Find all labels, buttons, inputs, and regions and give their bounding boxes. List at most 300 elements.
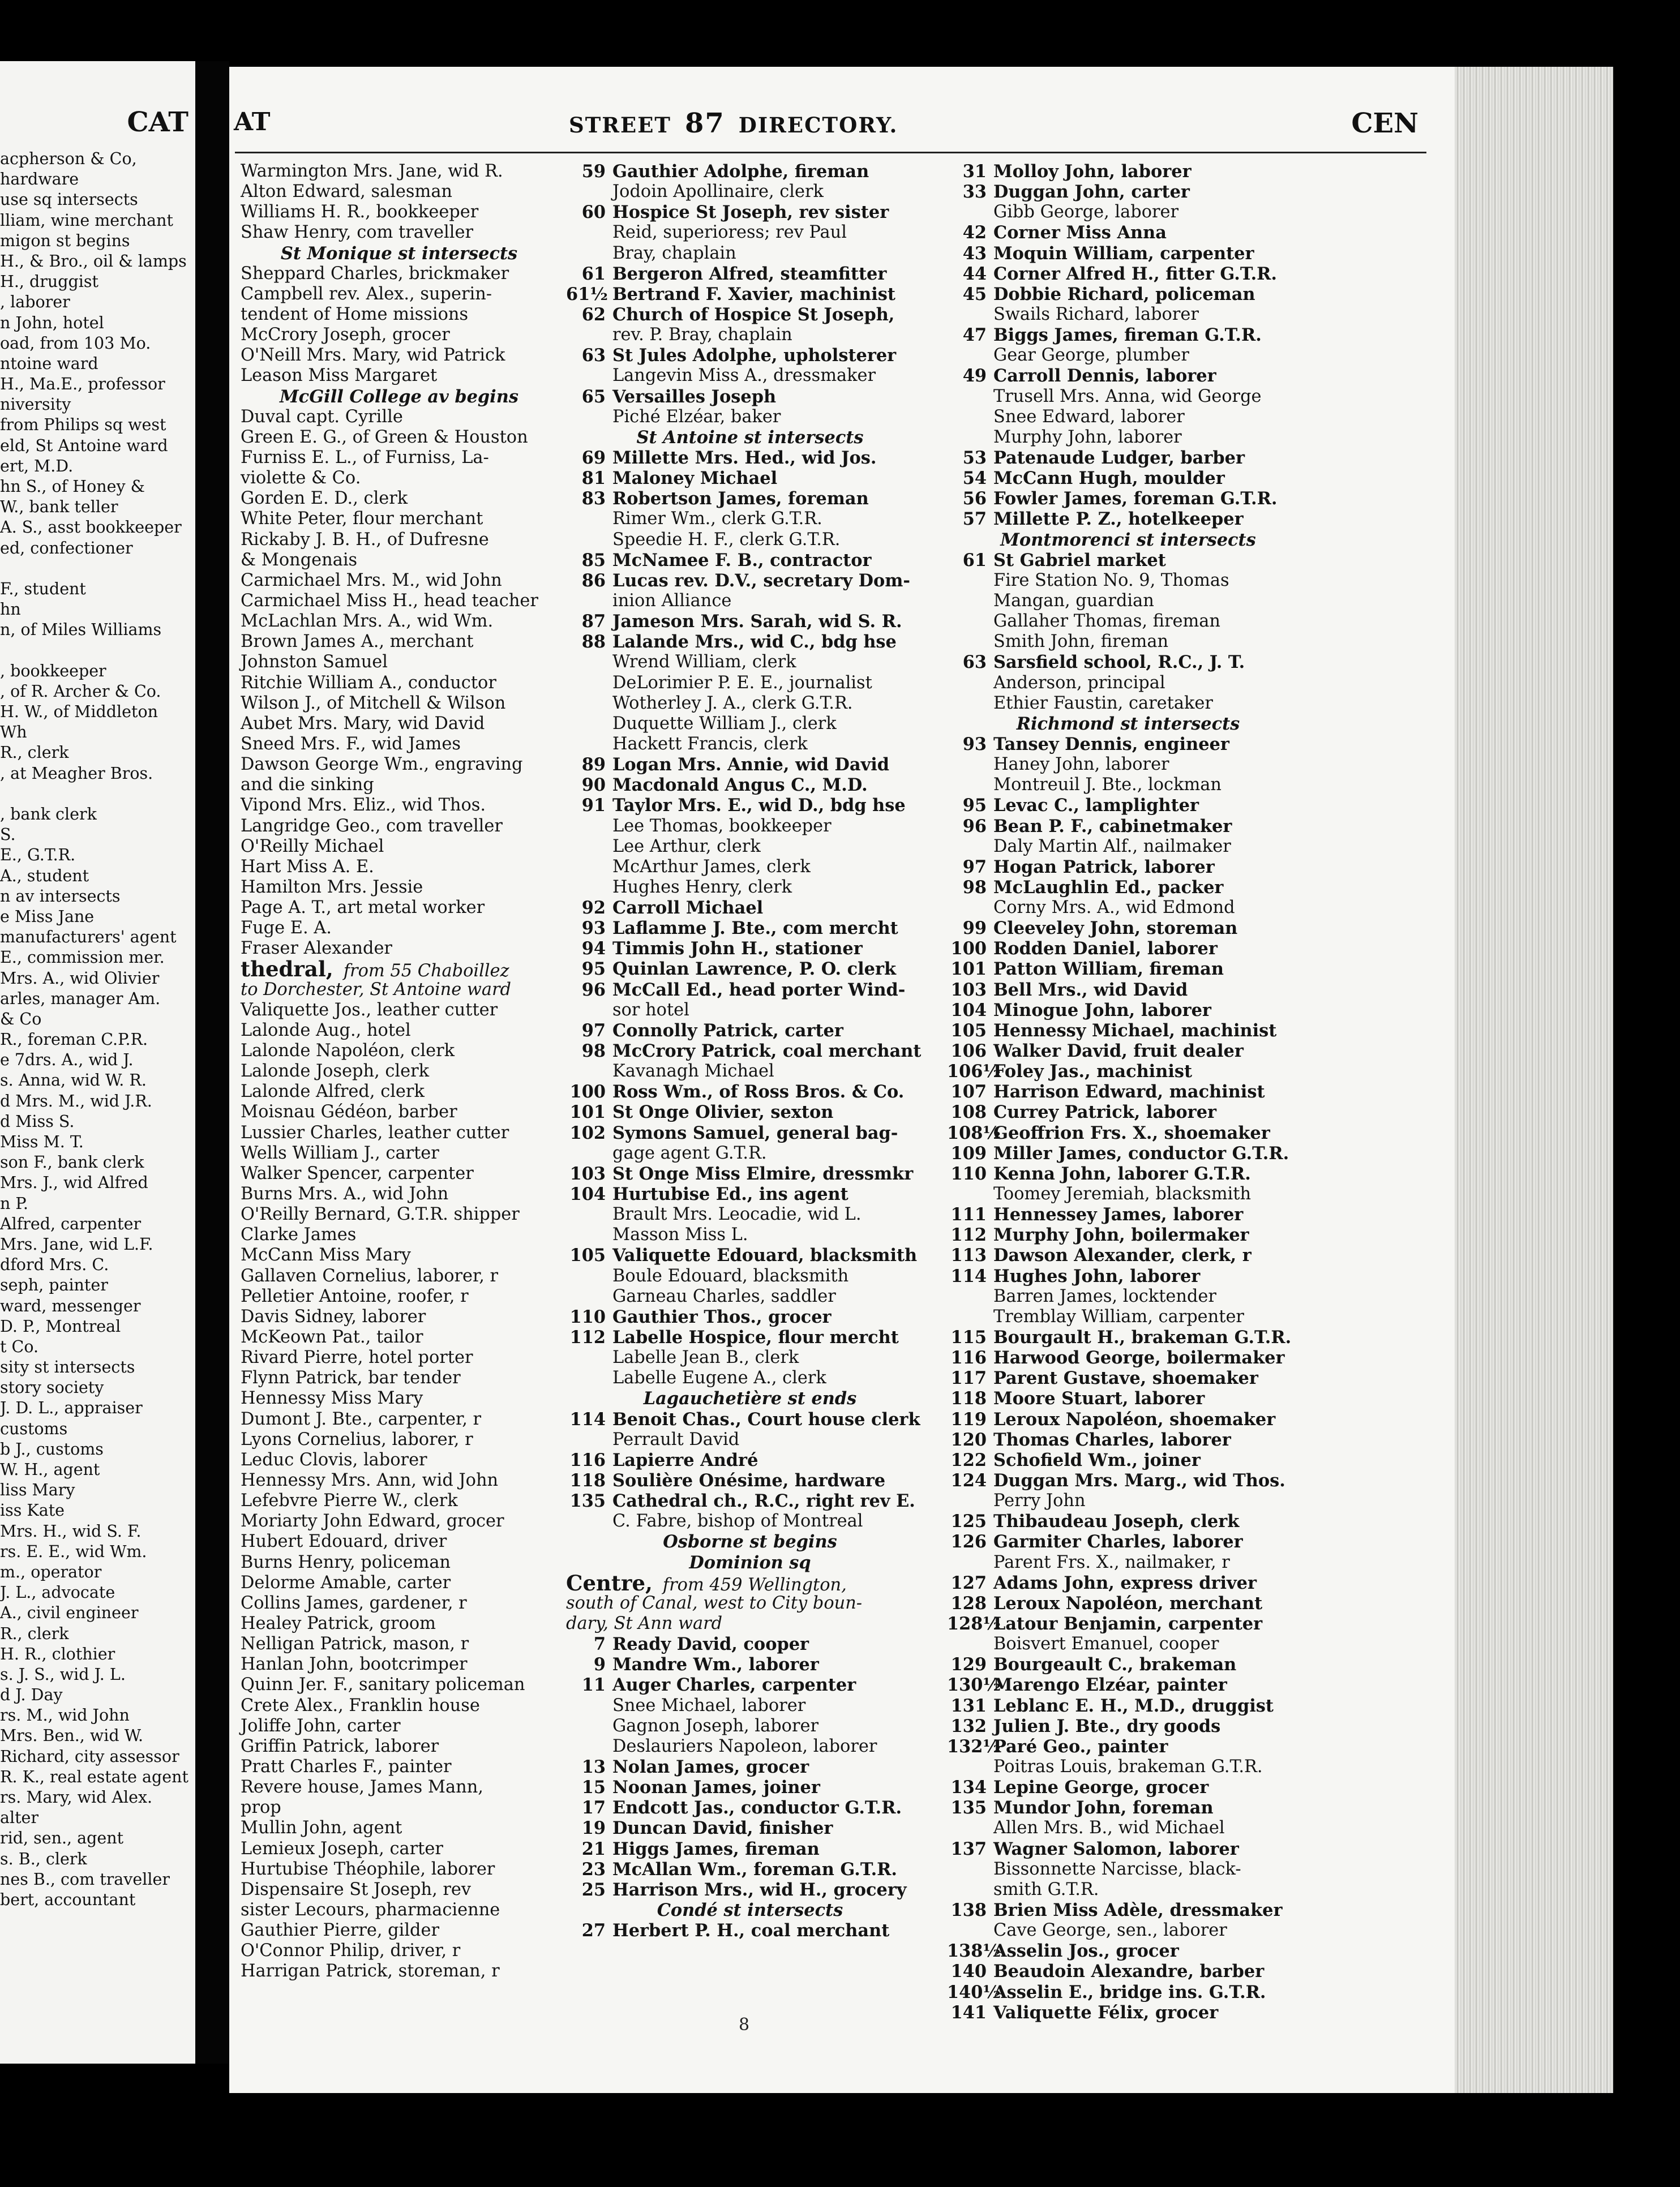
previous-page-line: ert, M.D. [0, 456, 74, 475]
entry-text: Ritchie William A., conductor [241, 672, 496, 693]
directory-entry [947, 1143, 1309, 1164]
directory-entry [566, 1348, 934, 1368]
street-name: Centre, [566, 1570, 653, 1596]
page-number: 87 [684, 108, 725, 139]
directory-entry [566, 1061, 934, 1082]
directory-entry [947, 1961, 1309, 1982]
directory-entry [566, 857, 934, 877]
house-number: 61 [581, 263, 606, 284]
directory-entry [947, 1859, 1309, 1880]
entry-text: Timmis John H., stationer [612, 938, 863, 959]
house-number: 132½ [947, 1736, 1001, 1757]
house-number: 116 [950, 1348, 987, 1369]
directory-entry [241, 1327, 558, 1348]
previous-page-line: from Philips sq west [0, 415, 166, 435]
directory-entry [947, 1798, 1309, 1818]
previous-page-line: d Mrs. M., wid J.R. [0, 1091, 152, 1110]
directory-entry [566, 754, 934, 775]
street-heading [241, 387, 558, 407]
directory-entry [566, 182, 934, 202]
house-number: 45 [962, 284, 987, 305]
directory-entry [947, 1430, 1309, 1450]
house-number: 130½ [947, 1675, 1001, 1696]
house-number: 114 [950, 1266, 987, 1287]
directory-entry [947, 1716, 1309, 1736]
previous-page-line: son F., bank clerk [0, 1153, 144, 1172]
entry-text: Sheppard Charles, brickmaker [241, 263, 509, 284]
house-number: 62 [581, 304, 606, 325]
house-number: 63 [962, 652, 987, 673]
entry-text: Foley Jas., machinist [993, 1061, 1193, 1082]
entry-text: Hackett Francis, clerk [612, 734, 808, 754]
directory-entry [947, 1736, 1309, 1757]
house-number: 141 [950, 2002, 987, 2023]
previous-page-line: lliam, wine merchant [0, 211, 173, 230]
directory-entry [241, 284, 558, 305]
house-number: 19 [581, 1818, 606, 1839]
street-description: to Dorchester, St Antoine ward [241, 979, 512, 1000]
entry-text: & Mongenais [241, 550, 358, 570]
entry-text: Mandre Wm., laborer [612, 1654, 819, 1675]
house-number: 114 [569, 1409, 606, 1430]
house-number: 118 [569, 1470, 606, 1491]
house-number: 100 [950, 938, 987, 959]
entry-text: Duquette William J., clerk [612, 713, 837, 734]
directory-entry [566, 1307, 934, 1327]
entry-text: Rivard Pierre, hotel porter [241, 1348, 473, 1368]
house-number: 137 [950, 1838, 987, 1859]
directory-entry [947, 305, 1309, 325]
entry-text: Lussier Charles, leather cutter [241, 1122, 509, 1143]
directory-entry [566, 1654, 934, 1675]
house-number: 63 [581, 345, 606, 366]
directory-entry [566, 959, 934, 979]
previous-page-line: ntoine ward [0, 354, 98, 373]
entry-text: Auger Charles, carpenter [612, 1675, 856, 1696]
entry-text: Robertson James, foreman [612, 488, 869, 509]
street-description: south of Canal, west to City boun- [566, 1593, 863, 1613]
directory-entry [947, 1654, 1309, 1675]
entry-text: Page A. T., art metal worker [241, 898, 485, 918]
directory-entry [947, 1900, 1309, 1920]
directory-entry [566, 1143, 934, 1164]
directory-entry [241, 877, 558, 898]
entry-text: Boule Edouard, blacksmith [612, 1266, 849, 1286]
entry-text: Corner Miss Anna [993, 222, 1167, 243]
house-number: 91 [581, 795, 606, 816]
directory-entry [241, 1573, 558, 1593]
directory-entry [566, 1430, 934, 1450]
directory-entry [241, 1287, 558, 1307]
directory-entry [947, 1164, 1309, 1184]
house-number: 116 [569, 1450, 606, 1470]
house-number: 93 [581, 918, 606, 939]
house-number: 54 [962, 468, 987, 489]
previous-page-line: t Co. [0, 1337, 39, 1356]
directory-entry [241, 1900, 558, 1920]
entry-text: Rickaby J. B. H., of Dufresne [241, 529, 489, 550]
directory-entry [241, 1757, 558, 1777]
entry-text: Williams H. R., bookkeeper [241, 202, 479, 222]
entry-text: Daly Martin Alf., nailmaker [993, 836, 1231, 856]
house-number: 96 [962, 816, 987, 837]
street-heading-text: McGill College av begins [280, 386, 518, 407]
entry-text: Smith John, fireman [993, 632, 1169, 652]
previous-page-line: rid, sen., agent [0, 1829, 124, 1848]
house-number: 105 [569, 1245, 606, 1266]
house-number: 31 [962, 161, 987, 182]
entry-text: McNamee F. B., contractor [612, 550, 872, 571]
previous-page-line: acpherson & Co, [0, 149, 137, 168]
house-number: 108½ [947, 1122, 1001, 1143]
directory-entry [566, 938, 934, 959]
house-number: 124 [950, 1470, 987, 1491]
entry-text: Valiquette Jos., leather cutter [241, 1000, 498, 1020]
directory-entry [566, 673, 934, 693]
entry-text: Moquin William, carpenter [993, 243, 1254, 264]
directory-entry [947, 1327, 1309, 1348]
house-number: 88 [581, 632, 606, 653]
entry-text: Lalonde Aug., hotel [241, 1020, 411, 1040]
house-number: 126 [950, 1532, 987, 1553]
directory-entry [566, 898, 934, 918]
entry-text: Pelletier Antoine, roofer, r [241, 1286, 469, 1306]
entry-text: and die sinking [241, 775, 374, 795]
previous-page-line: migon st begins [0, 231, 130, 250]
directory-entry [566, 305, 934, 325]
entry-text: Hubert Edouard, driver [241, 1532, 447, 1552]
previous-page-line: m., operator [0, 1562, 102, 1581]
entry-text: Lalonde Alfred, clerk [241, 1082, 425, 1102]
entry-text: Leduc Clovis, laborer [241, 1450, 427, 1470]
entry-text: Noonan James, joiner [612, 1777, 820, 1798]
entry-text: Kavanagh Michael [612, 1061, 774, 1082]
directory-entry [241, 1961, 558, 1982]
entry-text: Dawson George Wm., engraving [241, 754, 523, 775]
entry-text: Brown James A., merchant [241, 632, 474, 652]
entry-text: sister Lecours, pharmacienne [241, 1899, 500, 1920]
previous-page-line: D. P., Montreal [0, 1317, 121, 1336]
entry-text: Healey Patrick, groom [241, 1613, 436, 1633]
house-number: 134 [950, 1777, 987, 1798]
entry-text: Connolly Patrick, carter [612, 1020, 843, 1041]
entry-text: Gear George, plumber [993, 345, 1189, 366]
previous-page-line: R., foreman C.P.R. [0, 1030, 148, 1049]
previous-page-line: R., clerk [0, 1624, 69, 1643]
directory-entry [947, 1368, 1309, 1388]
directory-entry [566, 1675, 934, 1695]
directory-entry [241, 161, 558, 182]
directory-entry [566, 1184, 934, 1204]
entry-text: inion Alliance [612, 590, 732, 611]
house-number: 129 [950, 1654, 987, 1675]
street-heading-text: St Monique st intersects [280, 243, 518, 264]
entry-text: Murphy John, boilermaker [993, 1225, 1249, 1246]
entry-text: McArthur James, clerk [612, 856, 811, 877]
previous-page-line: n John, hotel [0, 313, 104, 332]
directory-entry [566, 611, 934, 632]
entry-text: McCrory Patrick, coal merchant [612, 1041, 922, 1062]
directory-entry [566, 1798, 934, 1818]
entry-text: O'Reilly Michael [241, 836, 384, 856]
directory-entry [241, 222, 558, 243]
directory-entry [566, 1266, 934, 1287]
directory-entry [241, 325, 558, 345]
directory-entry [947, 754, 1309, 775]
entry-text: McAllan Wm., foreman G.T.R. [612, 1859, 897, 1880]
directory-entry [241, 1041, 558, 1061]
previous-page-line: rs. E. E., wid Wm. [0, 1542, 147, 1561]
directory-entry [241, 1000, 558, 1020]
street-heading-text: Lagauchetière st ends [643, 1388, 857, 1409]
directory-entry [241, 1266, 558, 1287]
directory-entry [947, 1348, 1309, 1368]
directory-entry [241, 611, 558, 632]
entry-text: Tremblay William, carpenter [993, 1306, 1244, 1327]
entry-text: prop [241, 1798, 281, 1818]
entry-text: Gallaher Thomas, fireman [993, 611, 1220, 632]
entry-text: Gibb George, laborer [993, 202, 1179, 222]
directory-entry [947, 1470, 1309, 1491]
entry-text: Wrend William, clerk [612, 652, 796, 672]
directory-entry [241, 1430, 558, 1450]
previous-page-line: Wh [0, 723, 27, 742]
previous-page-line: , bank clerk [0, 805, 97, 824]
directory-entry [241, 1348, 558, 1368]
house-number: 98 [581, 1041, 606, 1062]
directory-entry [947, 980, 1309, 1000]
house-number: 95 [581, 959, 606, 980]
house-number: 128 [950, 1593, 987, 1614]
entry-text: Perrault David [612, 1429, 740, 1450]
entry-text: Duval capt. Cyrille [241, 406, 403, 427]
previous-page-line: use sq intersects [0, 190, 138, 209]
directory-entry [947, 161, 1309, 182]
directory-entry [241, 795, 558, 816]
entry-text: Hughes John, laborer [993, 1266, 1201, 1287]
entry-text: Quinlan Lawrence, P. O. clerk [612, 959, 897, 980]
directory-entry [947, 2002, 1309, 2023]
directory-entry [241, 693, 558, 714]
house-number: 135 [950, 1798, 987, 1819]
previous-page-line: F., student [0, 579, 86, 598]
directory-entry [947, 509, 1309, 529]
previous-page-line: J. L., advocate [0, 1583, 115, 1602]
entry-text: Walker Spencer, carpenter [241, 1163, 474, 1183]
previous-page-line: E., G.T.R. [0, 846, 76, 865]
directory-entry [947, 1573, 1309, 1593]
directory-entry [947, 1000, 1309, 1020]
directory-entry [566, 1634, 934, 1654]
house-number: 95 [962, 795, 987, 816]
entry-text: C. Fabre, bishop of Montreal [612, 1511, 863, 1532]
entry-text: Corner Alfred H., fitter G.T.R. [993, 263, 1277, 284]
directory-entry [241, 509, 558, 529]
directory-entry [566, 1450, 934, 1470]
directory-entry [566, 1245, 934, 1266]
house-number: 89 [581, 754, 606, 775]
directory-entry [947, 243, 1309, 264]
previous-page-line: , of R. Archer & Co. [0, 681, 161, 701]
entry-text: Hennessy Miss Mary [241, 1388, 423, 1409]
entry-text: Burns Mrs. A., wid John [241, 1184, 449, 1204]
entry-text: Jameson Mrs. Sarah, wid S. R. [612, 611, 902, 632]
house-number: 128½ [947, 1613, 1001, 1634]
street-heading-text: Condé st intersects [657, 1899, 843, 1920]
entry-text: Ready David, cooper [612, 1634, 809, 1655]
directory-entry [566, 837, 934, 857]
street-heading [566, 1900, 934, 1920]
house-number: 59 [581, 161, 606, 182]
entry-text: Lalonde Napoléon, clerk [241, 1041, 455, 1061]
directory-entry [566, 1696, 934, 1716]
directory-entry [566, 550, 934, 571]
entry-text: violette & Co. [241, 468, 361, 488]
directory-entry [241, 1716, 558, 1736]
directory-entry [566, 448, 934, 468]
previous-page-line: sity st intersects [0, 1358, 135, 1377]
directory-entry [566, 387, 934, 407]
entry-text: Lepine George, grocer [993, 1777, 1209, 1798]
entry-text: Duncan David, finisher [612, 1818, 833, 1839]
entry-text: Ethier Faustin, caretaker [993, 693, 1213, 713]
house-number: 47 [962, 325, 987, 346]
previous-page-line: Mrs. J., wid Alfred [0, 1173, 148, 1193]
entry-text: Asselin Jos., grocer [993, 1941, 1179, 1962]
previous-page-line: H. R., clothier [0, 1644, 115, 1663]
house-number: 127 [950, 1572, 987, 1593]
directory-entry [947, 202, 1309, 222]
house-number: 108 [950, 1102, 987, 1123]
entry-text: Harrigan Patrick, storeman, r [241, 1961, 500, 1982]
entry-text: sor hotel [612, 1000, 689, 1020]
entry-text: Swails Richard, laborer [993, 304, 1199, 324]
entry-text: Thibaudeau Joseph, clerk [993, 1511, 1240, 1532]
directory-entry [566, 918, 934, 938]
previous-page-line: n P. [0, 1194, 28, 1213]
entry-text: Marengo Elzéar, painter [993, 1675, 1227, 1696]
entry-text: Gagnon Joseph, laborer [612, 1716, 818, 1736]
entry-text: Taylor Mrs. E., wid D., bdg hse [612, 795, 906, 816]
directory-entry [241, 816, 558, 837]
street-section-heading [566, 1593, 934, 1614]
house-number: 49 [962, 366, 987, 387]
directory-entry [241, 652, 558, 672]
directory-entry [947, 591, 1309, 611]
house-number: 101 [569, 1102, 606, 1123]
entry-text: Joliffe John, carter [241, 1716, 401, 1736]
entry-text: Green E. G., of Green & Houston [241, 427, 528, 447]
directory-entry [241, 837, 558, 857]
previous-page-line: iss Kate [0, 1501, 65, 1520]
directory-entry [241, 1225, 558, 1245]
directory-entry [566, 591, 934, 611]
previous-page-line: b J., customs [0, 1439, 104, 1459]
directory-entry [241, 857, 558, 877]
directory-entry [566, 1164, 934, 1184]
entry-text: Versailles Joseph [612, 386, 777, 407]
entry-text: Moore Stuart, laborer [993, 1388, 1205, 1409]
entry-text: Langevin Miss A., dressmaker [612, 366, 876, 386]
house-number: 97 [581, 1020, 606, 1041]
house-number: 120 [950, 1429, 987, 1450]
entry-text: Miller James, conductor G.T.R. [993, 1143, 1289, 1164]
directory-entry [947, 775, 1309, 795]
directory-entry [947, 550, 1309, 571]
entry-text: Carroll Dennis, laborer [993, 366, 1216, 387]
house-number: 17 [581, 1798, 606, 1819]
entry-text: Furniss E. L., of Furniss, La- [241, 447, 489, 468]
house-number: 131 [950, 1695, 987, 1716]
entry-text: Dobbie Richard, policeman [993, 284, 1255, 305]
house-number: 61½ [566, 284, 608, 305]
entry-text: McKeown Pat., tailor [241, 1327, 423, 1348]
directory-entry [241, 407, 558, 427]
house-number: 15 [581, 1777, 606, 1798]
street-description: dary, St Ann ward [566, 1613, 723, 1633]
directory-entry [566, 1839, 934, 1859]
directory-entry [241, 1511, 558, 1532]
directory-entry [947, 387, 1309, 407]
directory-entry [241, 1859, 558, 1880]
directory-entry [947, 938, 1309, 959]
entry-text: Snee Michael, laborer [612, 1695, 806, 1716]
previous-page-line: Mrs. A., wid Olivier [0, 968, 160, 988]
directory-entry [947, 1388, 1309, 1409]
entry-text: gage agent G.T.R. [612, 1143, 767, 1163]
directory-entry [947, 652, 1309, 672]
directory-entry [947, 959, 1309, 979]
directory-entry [947, 1593, 1309, 1614]
directory-entry [566, 284, 934, 305]
entry-text: Bray, chaplain [612, 243, 736, 263]
directory-entry [947, 264, 1309, 284]
directory-entry [947, 693, 1309, 714]
street-section-heading [241, 957, 558, 982]
entry-text: Hospice St Joseph, rev sister [612, 202, 889, 223]
entry-text: Hanlan John, bootcrimper [241, 1654, 468, 1675]
directory-entry [241, 448, 558, 468]
house-number: 103 [950, 979, 987, 1000]
entry-text: Endcott Jas., conductor G.T.R. [612, 1798, 902, 1819]
house-number: 112 [569, 1327, 606, 1348]
previous-page-line: Mrs. Jane, wid L.F. [0, 1234, 153, 1254]
directory-entry [566, 222, 934, 243]
entry-text: Paré Geo., painter [993, 1736, 1168, 1757]
entry-text: Kenna John, laborer G.T.R. [993, 1163, 1251, 1184]
directory-entry [241, 1204, 558, 1225]
entry-text: Bourgault H., brakeman G.T.R. [993, 1327, 1292, 1348]
directory-entry [947, 734, 1309, 754]
entry-text: Maloney Michael [612, 468, 778, 489]
previous-page-line: alter [0, 1808, 39, 1828]
directory-entry [566, 980, 934, 1000]
directory-entry [566, 1102, 934, 1122]
entry-text: Molloy John, laborer [993, 161, 1192, 182]
directory-entry [566, 1000, 934, 1020]
directory-entry [566, 1327, 934, 1348]
directory-entry [241, 1941, 558, 1961]
entry-text: Harrison Mrs., wid H., grocery [612, 1879, 907, 1900]
entry-text: Walker David, fruit dealer [993, 1041, 1244, 1062]
entry-text: Garmiter Charles, laborer [993, 1532, 1243, 1553]
entry-text: Murphy John, laborer [993, 427, 1182, 447]
directory-entry [241, 714, 558, 734]
street-heading [566, 427, 934, 448]
entry-text: Corny Mrs. A., wid Edmond [993, 898, 1235, 918]
entry-text: Collins James, gardener, r [241, 1593, 467, 1613]
directory-entry [241, 1736, 558, 1757]
